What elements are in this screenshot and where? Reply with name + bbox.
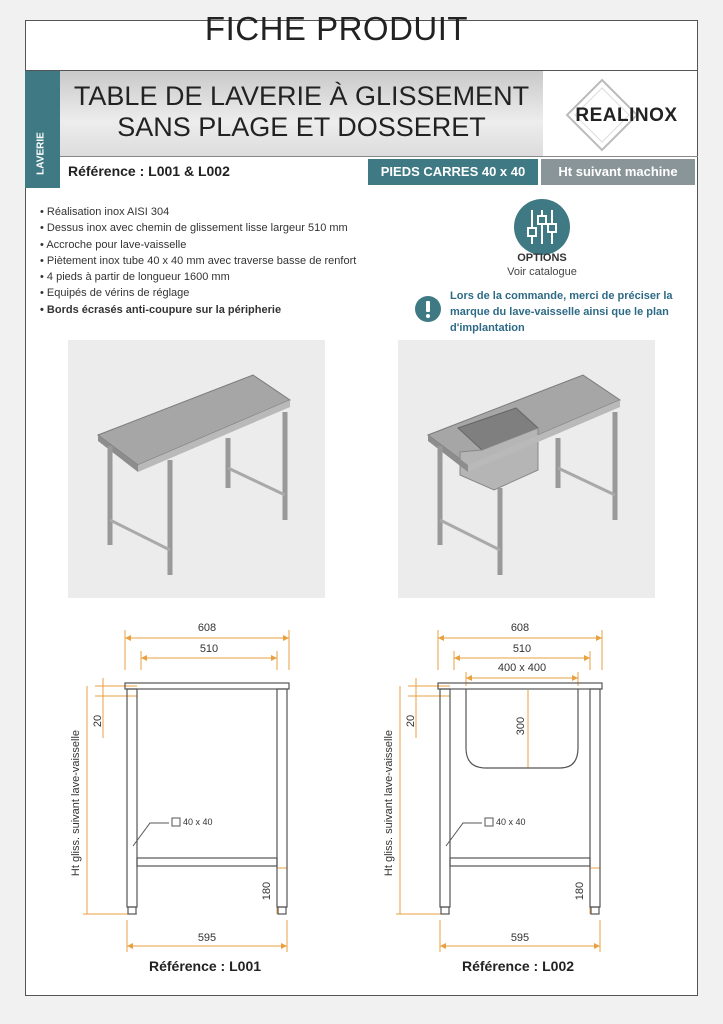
dim-tube: 40 x 40 [496, 817, 526, 827]
dim-tube: 40 x 40 [183, 817, 213, 827]
brand-logo: REALINOX [575, 105, 678, 126]
feet-tag: PIEDS CARRES 40 x 40 [368, 159, 538, 185]
options-sliders-icon [513, 198, 571, 256]
category-tab-label: LAVERIE [35, 132, 47, 175]
dim-base: 595 [197, 932, 217, 944]
dim-sink-depth: 300 [515, 716, 527, 736]
dim-edge: 20 [405, 714, 417, 728]
feature-item: • 4 pieds à partir de longueur 1600 mm [40, 269, 356, 285]
technical-drawing-l001 [65, 618, 385, 958]
feature-item: • Equipés de vérins de réglage [40, 285, 356, 301]
dim-height-label: Ht gliss. suivant lave-vaisselle [70, 729, 82, 877]
feature-item: • Bords écrasés anti-coupure sur la péripherie [40, 302, 356, 318]
dim-total-width: 608 [510, 622, 530, 634]
dim-sink-size: 400 x 400 [497, 662, 547, 674]
feature-item: • Piètement inox tube 40 x 40 mm avec traverse basse de renfort [40, 253, 356, 269]
dim-bottom-rail: 180 [574, 881, 586, 901]
dim-inner-width: 510 [512, 643, 532, 655]
dim-total-width: 608 [197, 622, 217, 634]
category-tab [25, 71, 60, 188]
feature-list [40, 204, 356, 318]
options-title: OPTIONS [517, 252, 567, 264]
feature-item: • Dessus inox avec chemin de glissement lisse largeur 510 mm [40, 220, 356, 236]
product-name-line1: TABLE DE LAVERIE À GLISSEMENT [73, 81, 530, 111]
dim-bottom-rail: 180 [261, 881, 273, 901]
product-photo-l002 [398, 340, 655, 598]
feature-item: • Accroche pour lave-vaisselle [40, 237, 356, 253]
reference-l001: Référence : L001 [148, 958, 262, 974]
reference-l002: Référence : L002 [461, 958, 575, 974]
reference-text: Référence : L001 & L002 [68, 163, 230, 179]
page-title: FICHE PRODUIT [204, 10, 469, 47]
exclamation-icon [414, 295, 442, 323]
dim-height-label: Ht gliss. suivant lave-vaisselle [383, 729, 395, 877]
order-notice: Lors de la commande, merci de préciser la marque du lave-vaisselle ainsi que le plan d'implantation [450, 290, 673, 334]
dim-base: 595 [510, 932, 530, 944]
product-name-line2: SANS PLAGE ET DOSSERET [117, 112, 486, 142]
height-tag: Ht suivant machine [541, 159, 695, 185]
product-name [60, 81, 543, 143]
dim-edge: 20 [92, 714, 104, 728]
product-photo-l001 [68, 340, 325, 598]
dim-inner-width: 510 [199, 643, 219, 655]
feature-item: • Réalisation inox AISI 304 [40, 204, 356, 220]
options-subtitle: Voir catalogue [507, 266, 577, 278]
technical-drawing-l002 [378, 618, 698, 958]
